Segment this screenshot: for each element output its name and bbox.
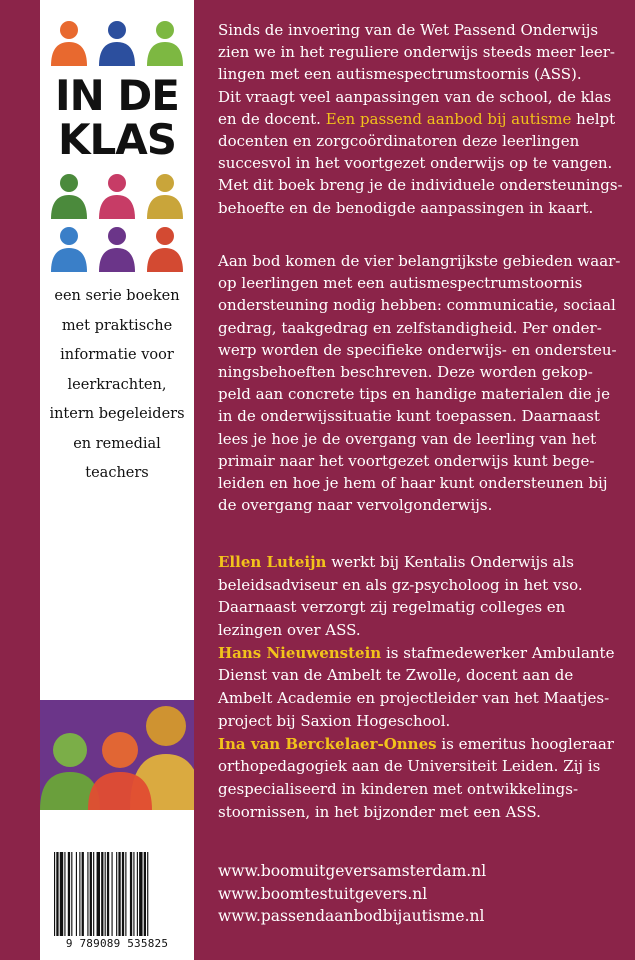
barcode-bar — [60, 852, 63, 936]
text-line: Dit vraagt veel aanpassingen van de school, de klas — [218, 87, 612, 106]
barcode-bar — [147, 852, 148, 936]
author-name: Ellen Luteijn — [218, 553, 327, 571]
text-fragment: en de docent. — [218, 109, 326, 128]
series-description-line: met praktische — [61, 317, 173, 334]
people-group-illustration — [40, 700, 194, 810]
barcode-bar — [68, 852, 70, 936]
people-icon-row-1 — [40, 20, 194, 66]
text-line: de overgang naar vervolgonderwijs. — [218, 496, 493, 515]
website-link[interactable]: www.boomtestuitgevers.nl — [218, 884, 428, 903]
series-description-line: een serie boeken — [54, 288, 180, 304]
person-icon — [147, 227, 183, 272]
text-line: Sinds de invoering van de Wet Passend Onderwijs — [218, 21, 599, 39]
text-line: Daarnaast verzorgt zij regelmatig colleges en — [218, 598, 566, 617]
isbn-number: 9 789089 535825 — [65, 937, 169, 950]
text-line — [218, 108, 622, 130]
series-title-line: IN DE — [55, 71, 179, 120]
website-link[interactable]: www.passendaanbodbijautisme.nl — [218, 907, 485, 926]
text-line — [218, 551, 622, 574]
person-icon — [51, 174, 87, 219]
barcode-bar — [116, 852, 117, 936]
text-fragment: werkt bij Kentalis Onderwijs als — [326, 553, 574, 571]
barcode-bar — [122, 852, 124, 936]
text-line: project bij Saxion Hogeschool. — [218, 711, 451, 730]
barcode — [48, 852, 186, 952]
series-title-line: KLAS — [57, 115, 177, 164]
series-description-line: informatie voor — [60, 347, 174, 363]
text-line: werp worden de specifieke onderwijs- en ondersteu- — [218, 340, 617, 359]
text-line: zien we in het reguliere onderwijs steeds meer leer- — [218, 43, 615, 62]
barcode-bar — [112, 852, 113, 936]
barcode-bar — [93, 852, 94, 936]
text-line: lees je hoe je de overgang van de leerling van het — [218, 429, 597, 448]
text-line: in de onderwijssituatie kunt toepassen. Daarnaast — [218, 407, 600, 426]
series-description — [44, 282, 190, 489]
intro-paragraph — [218, 19, 622, 219]
text-line: op leerlingen met een autismespectrumstoornis — [218, 274, 583, 293]
person-icon — [99, 227, 135, 272]
person-icon — [147, 21, 183, 66]
text-line: lingen met een autismespectrumstoornis (ASS). — [218, 65, 582, 84]
barcode-bar — [54, 852, 55, 936]
series-strip — [40, 0, 194, 960]
text-line: Dienst van de Ambelt te Zwolle, docent aan de — [218, 666, 574, 685]
text-line: lezingen over ASS. — [218, 621, 361, 640]
barcode-bar — [118, 852, 120, 936]
person-icon — [51, 21, 87, 66]
barcode-bar — [71, 852, 72, 936]
text-line: Met dit boek breng je de individuele ondersteunings- — [218, 176, 623, 195]
text-line: beleidsadviseur en als gz-psycholoog in het vso. — [218, 575, 583, 594]
person-icon — [99, 21, 135, 66]
text-line: ningsbehoeften beschreven. Deze worden gekop- — [218, 362, 593, 381]
text-fragment: helpt — [571, 109, 616, 128]
barcode-bar — [76, 852, 77, 936]
person-icon — [51, 227, 87, 272]
text-line: primair naar het voortgezet onderwijs kunt bege- — [218, 451, 595, 470]
text-line: gedrag, taakgedrag en zelfstandigheid. Per onder- — [218, 318, 602, 337]
series-title — [40, 71, 194, 164]
barcode-bar — [101, 852, 103, 936]
authors-section — [218, 551, 622, 823]
barcode-bar — [82, 852, 84, 936]
barcode-bar — [87, 852, 88, 936]
text-line: Ambelt Academie en projectleider van het Maatjes- — [218, 689, 610, 708]
text-line: behoefte en de benodigde aanpassingen in kaart. — [218, 198, 594, 217]
text-line: leiden en hoe je hem of haar kunt ondersteunen bij — [218, 473, 608, 492]
barcode-bar — [105, 852, 106, 936]
text-line — [218, 642, 622, 665]
barcode-bar — [97, 852, 100, 936]
text-fragment: is stafmedewerker Ambulante — [381, 643, 615, 662]
people-icon-row-3 — [40, 226, 194, 272]
barcode-bar — [79, 852, 80, 936]
text-line: gespecialiseerd in kinderen met ontwikkelings- — [218, 779, 579, 798]
text-line: docenten en zorgcoördinatoren deze leerlingen — [218, 131, 580, 150]
text-line: orthopedagogiek aan de Universiteit Leiden. Zij is — [218, 757, 601, 776]
author-name: Ina van Berckelaer-Onnes — [218, 734, 437, 753]
series-description-line: en remedial — [73, 435, 161, 452]
barcode-bar — [107, 852, 109, 936]
barcode-bar — [144, 852, 146, 936]
text-line: stoornissen, in het bijzonder met een ASS. — [218, 802, 541, 821]
website-list — [218, 860, 622, 928]
text-line — [218, 733, 622, 756]
barcode-bar — [64, 852, 65, 936]
text-line: succesvol in het voortgezet onderwijs op te vangen. — [218, 154, 613, 173]
barcode-bar — [90, 852, 92, 936]
author-name: Hans Nieuwenstein — [218, 643, 382, 662]
barcode-bar — [137, 852, 138, 936]
barcode-bar — [133, 852, 134, 936]
person-icon — [99, 174, 135, 219]
text-line: Aan bod komen de vier belangrijkste gebieden waar- — [218, 252, 621, 270]
series-description-line: intern begeleiders — [49, 406, 185, 422]
barcode-bar — [130, 852, 132, 936]
person-icon — [147, 174, 183, 219]
text-line: peld aan concrete tips en handige materialen die je — [218, 385, 610, 404]
website-link[interactable]: www.boomuitgeversamsterdam.nl — [218, 862, 487, 880]
topics-paragraph — [218, 250, 622, 516]
barcode-bar — [139, 852, 142, 936]
text-fragment: is emeritus hoogleraar — [436, 734, 614, 753]
book-title-highlight: Een passend aanbod bij autisme — [325, 109, 572, 128]
barcode-bar — [125, 852, 126, 936]
series-description-line: leerkrachten, — [67, 376, 167, 393]
people-icon-row-2 — [40, 173, 194, 219]
text-line: ondersteuning nodig hebben: communicatie, sociaal — [218, 296, 616, 315]
barcode-bar — [56, 852, 58, 936]
series-description-line: teachers — [85, 465, 149, 481]
